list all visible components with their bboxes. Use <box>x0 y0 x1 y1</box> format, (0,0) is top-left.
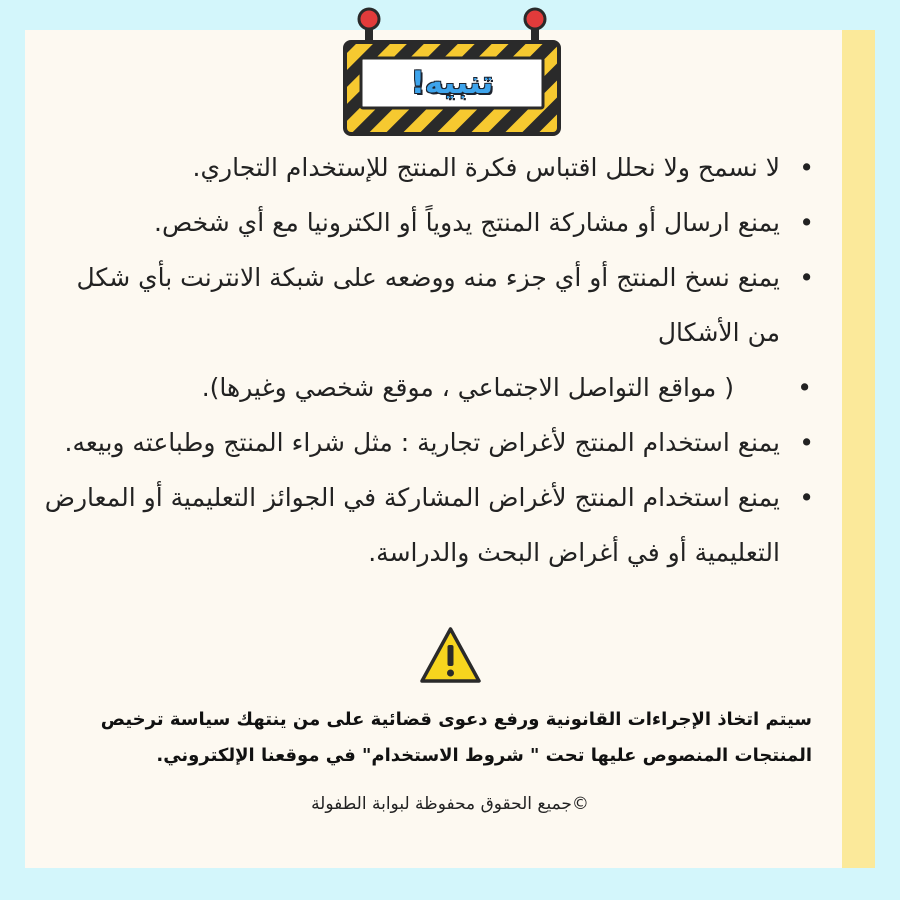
copyright-text: ©جميع الحقوق محفوظة لبوابة الطفولة <box>311 794 589 814</box>
legal-notice: سيتم اتخاذ الإجراءات القانونية ورفع دعوى قضائية على من ينتهك سياسة ترخيص المنتجات المنصوص عليها تحت " شروط الاستخدام" في موقعنا الإلكتروني. <box>100 709 812 766</box>
list-item: • لا نسمح ولا نحلل اقتباس فكرة المنتج للإستخدام التجاري. <box>40 140 822 195</box>
sign-title: تنبيه! <box>410 65 494 101</box>
warning-triangle-icon <box>419 626 482 684</box>
side-stripe <box>842 30 875 868</box>
list-item: • يمنع استخدام المنتج لأغراض تجارية : مثل شراء المنتج وطباعته وبيعه. <box>40 415 822 470</box>
list-item: • يمنع ارسال أو مشاركة المنتج يدوياً أو الكترونيا مع أي شخص. <box>40 195 822 250</box>
rules-list <box>40 140 822 580</box>
list-item: • يمنع نسخ المنتج أو أي جزء منه ووضعه على شبكة الانترنت بأي شكل من الأشكال <box>40 250 822 360</box>
list-item: • يمنع استخدام المنتج لأغراض المشاركة في الجوائز التعليمية أو المعارض التعليمية أو في أغراض البحث والدراسة. <box>40 470 822 580</box>
list-item: • ( مواقع التواصل الاجتماعي ، موقع شخصي وغيرها). <box>40 360 822 415</box>
